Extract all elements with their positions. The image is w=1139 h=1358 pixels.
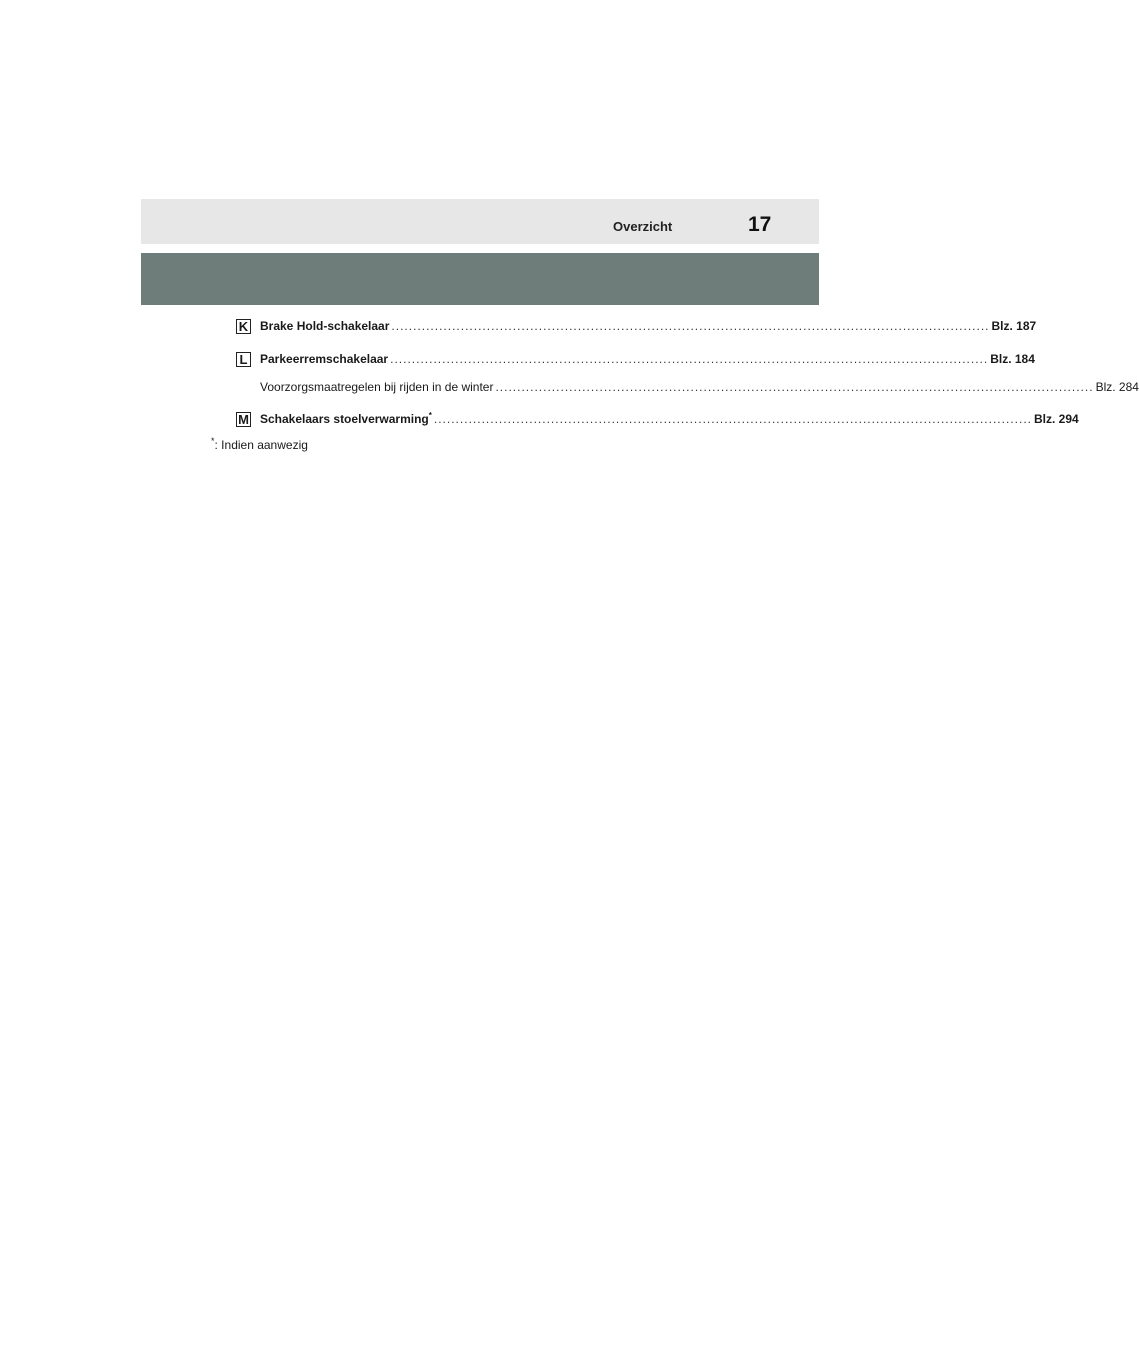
dot-leader: .......................................................................................................................................... — [390, 352, 989, 366]
chapter-band — [141, 253, 819, 305]
entry-page-ref[interactable]: Blz. 284 — [1095, 380, 1139, 394]
entry-label: Brake Hold-schakelaar — [260, 319, 390, 333]
entry-page-ref[interactable]: Blz. 184 — [990, 352, 1035, 366]
toc-entry-winter[interactable] — [236, 377, 1139, 397]
entry-page-ref[interactable]: Blz. 187 — [991, 319, 1037, 333]
dot-leader: .......................................................................................................................................... — [433, 412, 1032, 426]
footnote-text: : Indien aanwezig — [214, 438, 308, 452]
toc-entry-parkeerrem[interactable] — [236, 349, 1035, 369]
marker-l: L — [236, 352, 251, 367]
dot-leader: .......................................................................................................................................... — [391, 319, 990, 333]
dot-leader: .......................................................................................................................................... — [495, 380, 1094, 394]
toc-entry-stoelverwarming[interactable] — [236, 409, 1079, 429]
page-number: 17 — [748, 213, 772, 236]
toc-entry-brake-hold[interactable] — [236, 316, 1037, 336]
entry-label: Parkeerremschakelaar — [260, 352, 389, 366]
footnote — [211, 436, 308, 452]
marker-k: K — [236, 319, 251, 334]
entry-page-ref[interactable]: Blz. 294 — [1033, 412, 1079, 426]
section-title: Overzicht — [613, 219, 673, 234]
footnote-symbol: * — [211, 436, 215, 446]
header-bar — [141, 199, 819, 244]
marker-m: M — [236, 412, 251, 427]
footnote-ref: * — [428, 411, 432, 420]
entry-label: Voorzorgsmaatregelen bij rijden in de winter — [260, 380, 494, 394]
entry-label: Schakelaars stoelverwarming* — [260, 411, 432, 426]
